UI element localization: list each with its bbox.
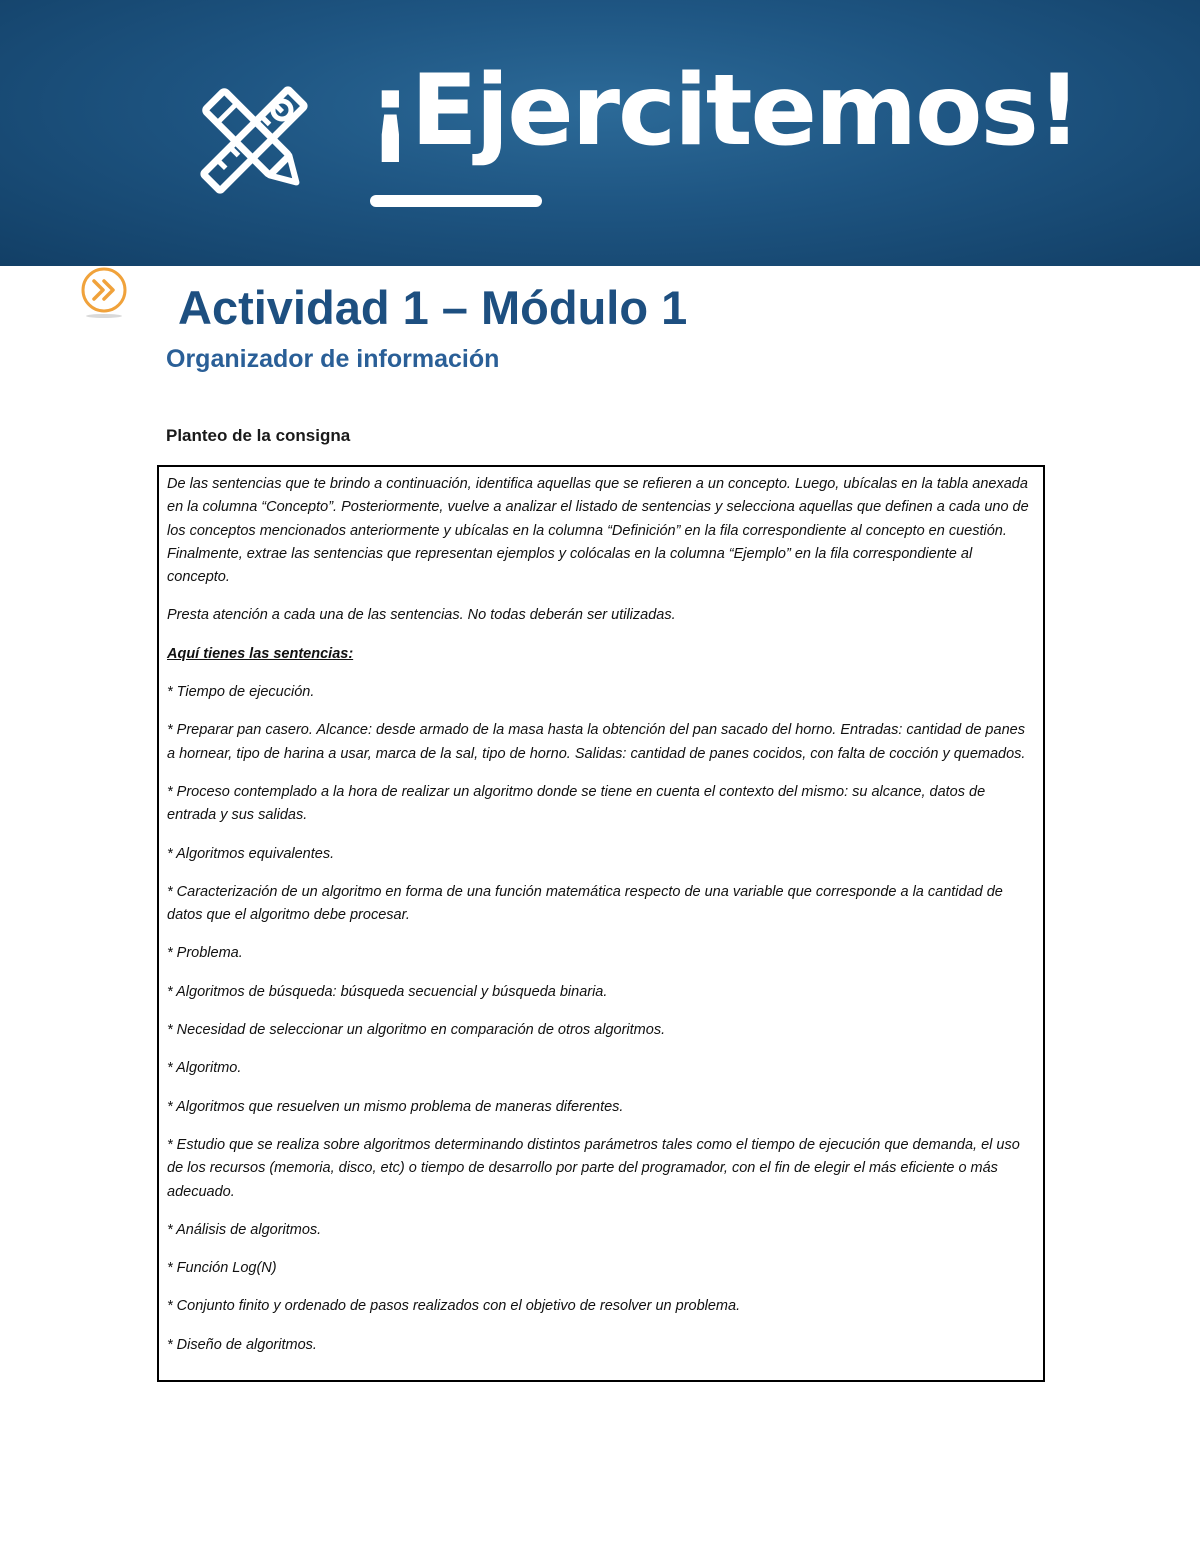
sentence-item: * Necesidad de seleccionar un algoritmo en comparación de otros algoritmos.: [167, 1022, 666, 1039]
sentence-item: * Algoritmo.: [167, 1060, 242, 1077]
sentence-item: * Algoritmos equivalentes.: [167, 845, 335, 862]
consigna-box: [157, 465, 1045, 1382]
header-banner: [0, 0, 1200, 266]
sentence-item: * Proceso contemplado a la hora de realizar un algoritmo donde se tiene en cuenta el contexto del mismo: su alcance, datos de entrada y sus salidas.: [167, 783, 986, 824]
pencil-ruler-icon: [190, 80, 318, 200]
sentence-item: * Estudio que se realiza sobre algoritmos determinando distintos parámetros tales como el tiempo de ejecución que demanda, el uso de los recursos (memoria, disco, etc) o tiempo de desarrollo por parte del programador, con el fin de elegir el más eficiente o más adecuado.: [167, 1136, 1020, 1200]
double-chevron-right-icon: [78, 266, 130, 318]
sentence-item: * Análisis de algoritmos.: [167, 1221, 322, 1238]
consigna-note: Presta atención a cada una de las sentencias. No todas deberán ser utilizadas.: [167, 607, 676, 624]
sentence-item: * Preparar pan casero. Alcance: desde armado de la masa hasta la obtención del pan sacado del horno. Entradas: cantidad de panes a hornear, tipo de harina a usar, marca de la sal, tipo de horno. Salidas: cantidad de panes cocidos, con falta de cocción y quemados.: [167, 722, 1026, 762]
banner-underline: [370, 195, 542, 207]
sentence-item: * Algoritmos de búsqueda: búsqueda secuencial y búsqueda binaria.: [167, 983, 608, 1000]
sentence-item: * Diseño de algoritmos.: [167, 1336, 317, 1353]
sentence-item: * Problema.: [167, 945, 243, 962]
sentence-item: * Caracterización de un algoritmo en forma de una función matemática respecto de una variable que corresponde a la cantidad de datos que el algoritmo debe procesar.: [167, 883, 1003, 924]
section-label: Planteo de la consigna: [166, 426, 351, 445]
sentence-item: * Tiempo de ejecución.: [167, 684, 315, 701]
subtitle: Organizador de información: [166, 345, 500, 373]
activity-title: Actividad 1 – Módulo 1: [178, 281, 688, 334]
sentence-item: * Función Log(N): [167, 1260, 277, 1277]
sentence-item: * Algoritmos que resuelven un mismo problema de maneras diferentes.: [167, 1098, 624, 1115]
banner-title: ¡Ejercitemos!: [368, 54, 1080, 168]
sentence-list: [167, 681, 1037, 1357]
sentence-item: * Conjunto finito y ordenado de pasos realizados con el objetivo de resolver un problema.: [167, 1298, 741, 1315]
sentences-heading: Aquí tienes las sentencias:: [167, 645, 354, 662]
consigna-intro: De las sentencias que te brindo a continuación, identifica aquellas que se refieren a un concepto. Luego, ubícalas en la tabla anexada en la columna “Concepto”. Posteriormente, vuelve a analizar el listado de sentencias y selecciona aquellas que definen a cada uno de los conceptos mencionados anteriormente y ubícalas en la columna “Definición” en la fila correspondiente al concepto en cuestión. Finalmente, extrae las sentencias que representan ejemplos y colócalas en la columna “Ejemplo” en la fila correspondiente al concepto.: [167, 476, 1029, 586]
